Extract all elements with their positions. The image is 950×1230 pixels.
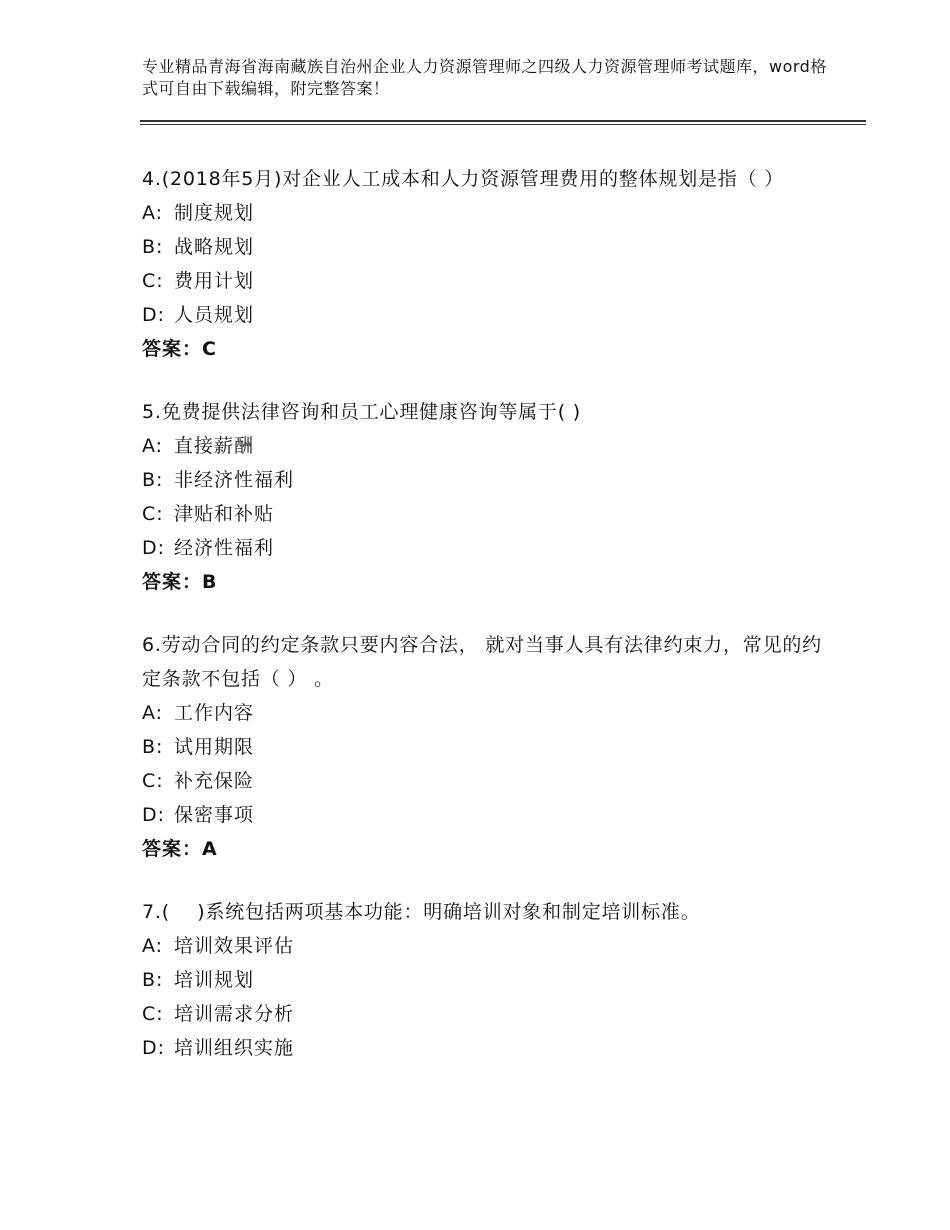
option-letter: D: [142,537,166,559]
option-c [142,764,822,798]
option-letter: B: [142,469,164,491]
question-stem: 7.( )系统包括两项基本功能：明确培训对象和制定培训标准。 [142,901,701,923]
option-c [142,264,822,298]
option-text: 战略规划 [174,236,255,258]
option-text: 培训规划 [174,969,255,991]
option-a [142,429,822,463]
question-stem: 6.劳动合同的约定条款只要内容合法， 就对当事人具有法律约束力，常见的约定条款不包括（ ） 。 [142,634,822,690]
option-text: 费用计划 [174,270,255,292]
option-a [142,696,822,730]
document-header [142,56,842,100]
option-text: 制度规划 [174,202,255,224]
option-letter: B: [142,236,164,258]
option-d [142,298,822,332]
option-d [142,531,822,565]
option-text: 非经济性福利 [174,469,295,491]
option-letter: A: [142,202,164,224]
header-title: 专业精品青海省海南藏族自治州企业人力资源管理师之四级人力资源管理师考试题库，word格式可自由下载编辑，附完整答案！ [142,57,827,98]
option-letter: B: [142,736,164,758]
option-letter: D: [142,1037,166,1059]
option-text: 保密事项 [174,804,255,826]
option-text: 培训效果评估 [174,935,295,957]
option-text: 工作内容 [174,702,255,724]
option-letter: C: [142,770,164,792]
option-letter: B: [142,969,164,991]
answer-line: 答案：B [142,571,218,593]
option-text: 津贴和补贴 [174,503,275,525]
option-text: 试用期限 [174,736,255,758]
option-letter: A: [142,702,164,724]
option-b [142,230,822,264]
question-6 [142,628,822,866]
question-7 [142,895,822,1065]
option-text: 经济性福利 [174,537,275,559]
option-letter: C: [142,270,164,292]
question-list [142,162,822,1094]
option-b [142,730,822,764]
option-c [142,497,822,531]
answer-line: 答案：A [142,838,218,860]
option-letter: C: [142,1003,164,1025]
option-text: 培训组织实施 [174,1037,295,1059]
option-letter: A: [142,435,164,457]
option-letter: A: [142,935,164,957]
header-rule-thin [140,124,866,125]
option-b [142,963,822,997]
option-text: 培训需求分析 [174,1003,295,1025]
option-a [142,196,822,230]
question-stem: 4.(2018年5月)对企业人工成本和人力资源管理费用的整体规划是指（ ） [142,168,785,190]
option-text: 人员规划 [174,304,255,326]
option-letter: D: [142,804,166,826]
question-5 [142,395,822,599]
answer-line: 答案：C [142,338,217,360]
option-letter: D: [142,304,166,326]
option-c [142,997,822,1031]
option-text: 直接薪酬 [174,435,255,457]
option-text: 补充保险 [174,770,255,792]
option-letter: C: [142,503,164,525]
header-rule-thick [140,120,866,122]
option-d [142,1031,822,1065]
option-d [142,798,822,832]
option-b [142,463,822,497]
question-4 [142,162,822,366]
question-stem: 5.免费提供法律咨询和员工心理健康咨询等属于( ) [142,401,581,423]
option-a [142,929,822,963]
